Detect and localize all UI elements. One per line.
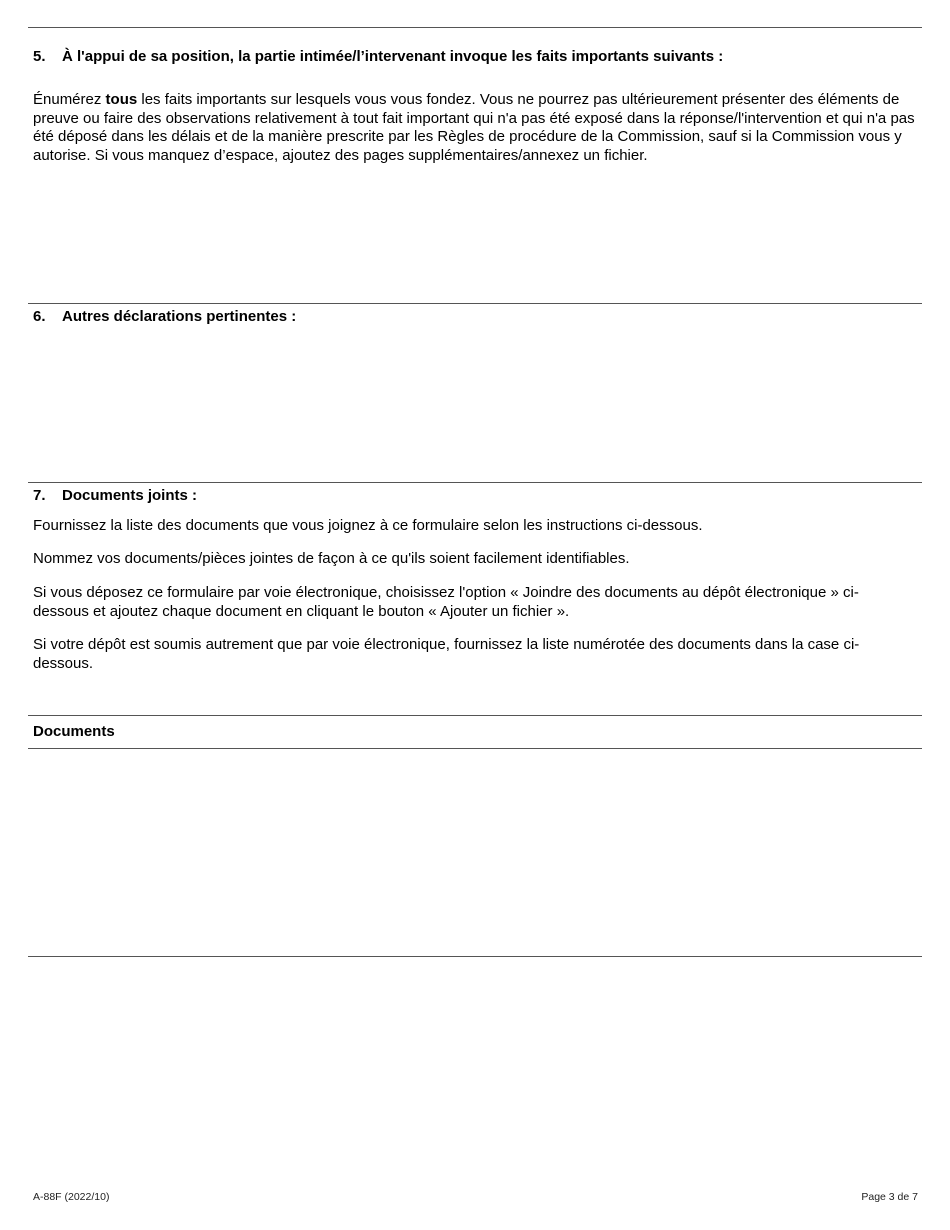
section-6-number: 6. [33, 308, 46, 325]
section-5-instructions [33, 91, 923, 165]
section-5-text-field[interactable] [28, 170, 922, 300]
documents-header-divider [28, 748, 922, 749]
section-6-divider [28, 303, 922, 304]
documents-list-field[interactable] [28, 750, 922, 954]
section-6-heading [33, 308, 296, 326]
section-5-number: 5. [33, 48, 46, 65]
section-5-instruction-bold: tous [105, 91, 138, 108]
section-7-title: Documents joints : [62, 487, 198, 504]
section-7-number: 7. [33, 487, 46, 504]
top-divider [28, 27, 922, 28]
form-id: A-88F (2022/10) [33, 1191, 110, 1203]
section-7-instruction-3: Si vous déposez ce formulaire par voie électronique, choisissez l'option « Joindre des documents au dépôt électronique » ci-dessous et ajoutez chaque document en cliquant le bouton « Ajouter un fichier ». [33, 584, 859, 620]
documents-top-divider [28, 715, 922, 716]
page-number: Page 3 de 7 [861, 1191, 918, 1203]
section-5-instruction-pre: Énumérez [33, 91, 106, 108]
documents-bottom-divider [28, 956, 922, 957]
section-5-heading [33, 48, 723, 66]
section-7-heading [33, 487, 197, 505]
section-7-instruction-4: Si votre dépôt est soumis autrement que par voie électronique, fournissez la liste numérotée des documents dans la case ci-dessous. [33, 636, 860, 672]
documents-label: Documents [33, 723, 115, 740]
section-5-instruction-post: les faits importants sur lesquels vous vous fondez. Vous ne pourrez pas ultérieurement présenter des éléments de preuve ou faire des observations relativement à tout fait important qui n'a pas été exposé dans la réponse/l'intervention et qui n'a pas été déposé dans les délais et de la manière prescrite par les Règles de procédure de la Commission, sauf si la Commission vous y autorise. Si vous manquez d’espace, ajoutez des pages supplémentaires/annexez un fichier. [33, 91, 915, 164]
section-6-title: Autres déclarations pertinentes : [62, 308, 297, 325]
section-7-divider [28, 482, 922, 483]
section-7-instruction-2: Nommez vos documents/pièces jointes de façon à ce qu'ils soient facilement identifiables. [33, 550, 630, 567]
section-6-text-field[interactable] [28, 332, 922, 478]
section-7-instruction-1: Fournissez la liste des documents que vous joignez à ce formulaire selon les instructions ci-dessous. [33, 517, 703, 534]
section-5-title: À l'appui de sa position, la partie intimée/l’intervenant invoque les faits importants suivants : [62, 48, 724, 65]
